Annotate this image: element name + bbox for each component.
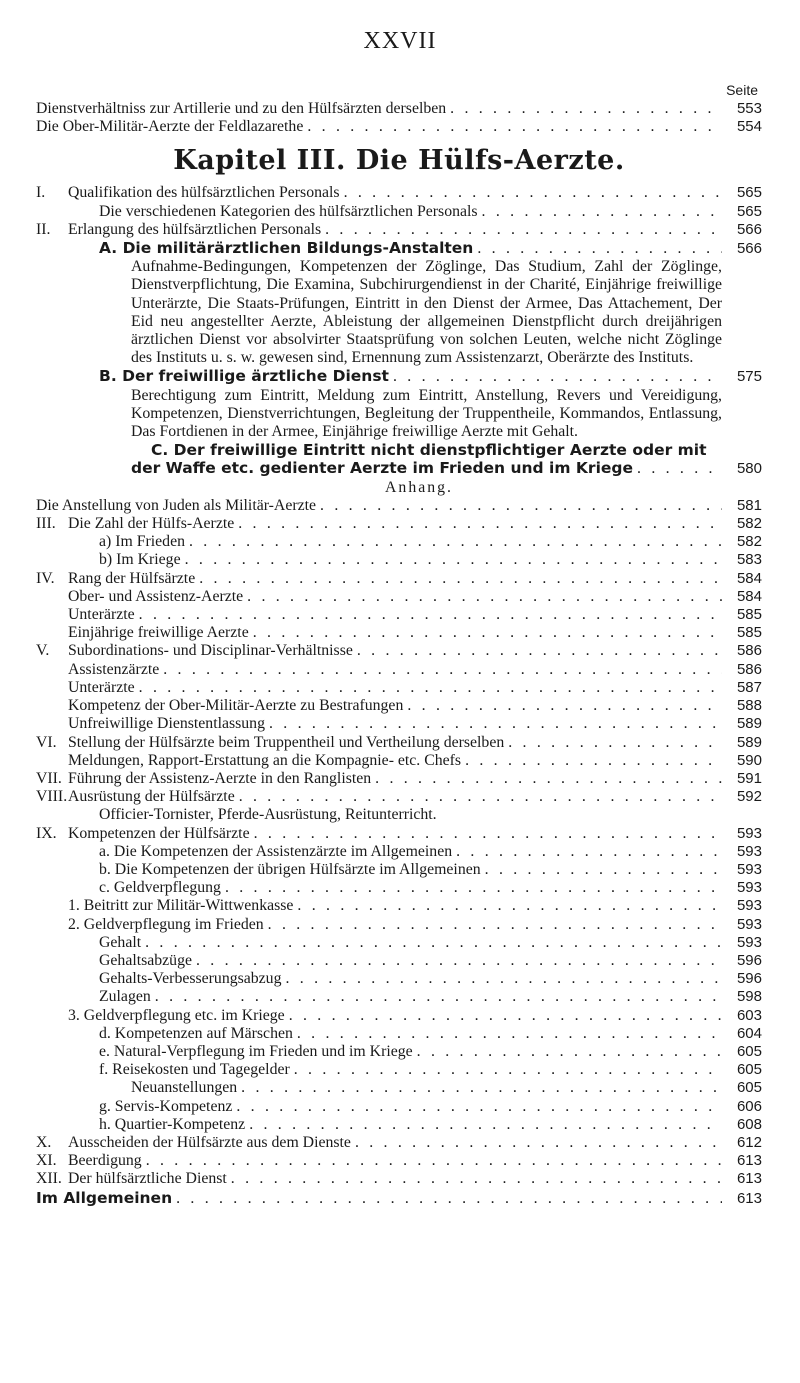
toc-entry-page: 566 [736, 240, 762, 258]
toc-entry-label: Ausscheiden der Hülfsärzte aus dem Dienste [68, 1133, 351, 1151]
toc-entry-label: Kompetenzen der Hülfsärzte [68, 824, 250, 842]
toc-entry [36, 533, 762, 551]
toc-entry-page: 583 [736, 551, 762, 569]
toc-entry-label: Im Allgemeinen [36, 1188, 173, 1207]
toc-entry-number: X. [36, 1133, 52, 1151]
toc-entry [36, 1189, 762, 1208]
toc-description: Aufnahme-Bedingungen, Kompetenzen der Zöglinge, Das Studium, Zahl der Zöglinge, Dienstverpflichtung, Die Examina, Subchirurgendienst in der Charité, Einjährige freiwillige Unterärzte, Die Staats-Prüfungen, Eintritt in den Dienst der Armee, Das Attachement, Der Eid neu angestellter Aerzte, Ableistung der allgemeinen Dienstpflicht durch dreijährigen ärztlichen Dienst vor absolvirter Staatsprüfung von solchen Leuten, welche nicht Zöglinge des Instituts u. s. w. gewesen sind, Ernennung zum Assistenzarzt, Oberärzte des Instituts. [131, 258, 722, 367]
toc-entry-page: 593 [736, 860, 762, 878]
toc-entry-page: 588 [736, 697, 762, 715]
toc-entry [36, 118, 762, 136]
toc-entry-number: V. [36, 642, 50, 660]
toc-entry [36, 752, 762, 770]
toc-entry-label: Officier-Tornister, Pferde-Ausrüstung, Reitunterricht. [99, 806, 437, 824]
toc-entry-label: B. Der freiwillige ärztliche Dienst [99, 367, 389, 386]
toc-entry-number: II. [36, 220, 51, 238]
toc-entry [36, 825, 762, 843]
toc-entry-page: 565 [736, 184, 762, 202]
toc-entry-page: 605 [736, 1042, 762, 1060]
toc-entry [36, 806, 762, 824]
toc-entry [36, 551, 762, 569]
toc-entry-page: 593 [736, 915, 762, 933]
toc-entry [36, 497, 762, 515]
toc-entry-page: 584 [736, 587, 762, 605]
toc-entry [36, 788, 762, 806]
toc-entry-page: 593 [736, 933, 762, 951]
toc-entry-number: XI. [36, 1152, 57, 1170]
toc-entry-page: 598 [736, 988, 762, 1006]
toc-entry-page: 593 [736, 842, 762, 860]
toc-entry-page: 589 [736, 715, 762, 733]
toc-entry-label: C. Der freiwillige Eintritt nicht dienstpflichtiger Aerzte oder mit [151, 441, 707, 460]
toc-entry [36, 970, 762, 988]
toc-entry [36, 861, 762, 879]
toc-entry-page: 604 [736, 1024, 762, 1042]
toc-entry-label: Ober- und Assistenz-Aerzte [68, 587, 244, 605]
toc-entry-label: Rang der Hülfsärzte [68, 569, 196, 587]
toc-entry-label: 3. Geldverpflegung etc. im Kriege [68, 1006, 285, 1024]
toc-entry-number: VII. [36, 769, 62, 787]
toc-entry-page: 603 [736, 1006, 762, 1024]
toc-entry [36, 184, 762, 202]
toc-entry [36, 1007, 762, 1025]
toc-entry-page: 565 [736, 202, 762, 220]
toc-entry-page: 582 [736, 533, 762, 551]
toc-entry-label: der Waffe etc. gedienter Aerzte im Frieden und im Kriege [131, 459, 634, 478]
toc-entry-page: 596 [736, 951, 762, 969]
toc-entry [36, 679, 762, 697]
toc-entry-label: c. Geldverpflegung [99, 879, 221, 897]
toc-entry [36, 879, 762, 897]
toc-entry-page: 606 [736, 1097, 762, 1115]
toc-entry [36, 734, 762, 752]
toc-entry-label: Die verschiedenen Kategorien des hülfsärztlichen Personals [99, 202, 478, 220]
toc-entry-page: 605 [736, 1061, 762, 1079]
toc-entry [36, 770, 762, 788]
toc-entry-label: h. Quartier-Kompetenz [99, 1115, 246, 1133]
toc-entry-page: 593 [736, 897, 762, 915]
toc-entry [36, 916, 762, 934]
toc-entry-label: Dienstverhältniss zur Artillerie und zu den Hülfsärzten derselben [36, 100, 447, 117]
toc-entry [36, 515, 762, 533]
toc-entry-page: 613 [736, 1152, 762, 1170]
toc-entry-label: Beerdigung [68, 1152, 142, 1170]
toc-entry-page: 613 [736, 1170, 762, 1188]
toc-entry [36, 934, 762, 952]
toc-entry-page: 580 [736, 460, 762, 478]
toc-entry-label: Der hülfsärztliche Dienst [68, 1170, 227, 1188]
toc-entry-page: 585 [736, 624, 762, 642]
toc-entry-page: 566 [736, 220, 762, 238]
toc-entry-number: I. [36, 184, 46, 202]
toc-entry [36, 642, 762, 660]
toc-entry [36, 715, 762, 733]
toc-entry-number: IX. [36, 824, 57, 842]
toc-entry [36, 897, 762, 915]
toc-entry [36, 1134, 762, 1152]
toc-entry-label: a. Die Kompetenzen der Assistenzärzte im Allgemeinen [99, 842, 453, 860]
toc-entry [36, 588, 762, 606]
toc-entry [36, 988, 762, 1006]
toc-entry [36, 459, 762, 478]
toc-entry-number: VI. [36, 733, 57, 751]
toc-entry-label: d. Kompetenzen auf Märschen [99, 1024, 293, 1042]
seite-label: Seite [726, 82, 758, 98]
toc-entry-label: b) Im Kriege [99, 551, 181, 569]
toc-entry [36, 441, 762, 459]
toc-entry-page: 589 [736, 733, 762, 751]
toc-entry-label: Qualifikation des hülfsärztlichen Personals [68, 184, 340, 202]
toc-entry [36, 367, 762, 386]
appendix-heading: Anhang. [385, 478, 453, 496]
toc-entry [36, 1061, 762, 1079]
toc-entry-page: 585 [736, 606, 762, 624]
toc-entry [36, 100, 762, 118]
toc-entry-label: Gehalt [99, 933, 142, 951]
toc-entry-label: Unfreiwillige Dienstentlassung [68, 715, 265, 733]
toc-entry-label: Assistenzärzte [68, 660, 160, 678]
toc-entry-label: Unterärzte [68, 678, 135, 696]
toc-entry-label: Einjährige freiwillige Aerzte [68, 624, 249, 642]
toc-entry-label: Subordinations- und Disciplinar-Verhältnisse [68, 642, 353, 660]
toc-entry [36, 697, 762, 715]
toc-entry-label: Die Anstellung von Juden als Militär-Aerzte [36, 496, 317, 514]
toc-entry-page: 587 [736, 678, 762, 696]
toc-entry [36, 221, 762, 239]
toc-entry-page: 613 [736, 1189, 762, 1207]
toc-entry-label: 1. Beitritt zur Militär-Wittwenkasse [68, 897, 294, 915]
toc-entry-label: Gehalts-Verbesserungsabzug [99, 970, 282, 988]
toc-entry-page: 592 [736, 788, 762, 806]
toc-entry-number: XII. [36, 1170, 62, 1188]
table-of-contents [36, 100, 762, 1208]
toc-entry-label: A. Die militärärztlichen Bildungs-Anstalten [99, 239, 474, 258]
toc-entry-page: 582 [736, 515, 762, 533]
toc-entry [36, 203, 762, 221]
toc-entry-page: 553 [736, 100, 762, 117]
toc-entry-label: Neuanstellungen [131, 1079, 238, 1097]
toc-entry [36, 239, 762, 258]
toc-entry [36, 1098, 762, 1116]
toc-entry-label: Stellung der Hülfsärzte beim Truppentheil und Vertheilung derselben [68, 733, 505, 751]
toc-entry-label: Ausrüstung der Hülfsärzte [68, 788, 235, 806]
toc-description: Berechtigung zum Eintritt, Meldung zum Eintritt, Anstellung, Revers und Vereidigung, Kompetenzen, Dienstverrichtungen, Begleitung der Truppentheile, Kommandos, Entlassung, Das Fortdienen in der Armee, Einjährige freiwillige Aerzte mit Gehalt. [131, 386, 722, 441]
toc-entry [36, 1025, 762, 1043]
toc-entry-label: 2. Geldverpflegung im Frieden [68, 915, 264, 933]
toc-entry [36, 1170, 762, 1188]
toc-entry-label: Die Ober-Militär-Aerzte der Feldlazarethe [36, 118, 304, 136]
toc-entry [36, 624, 762, 642]
toc-entry-label: Die Zahl der Hülfs-Aerzte [68, 515, 235, 533]
toc-entry-number: IV. [36, 569, 55, 587]
toc-entry-label: a) Im Frieden [99, 533, 185, 551]
toc-entry-label: Erlangung des hülfsärztlichen Personals [68, 220, 322, 238]
toc-entry-page: 593 [736, 879, 762, 897]
toc-entry [36, 606, 762, 624]
toc-entry-label: Führung der Assistenz-Aerzte in den Ranglisten [68, 769, 372, 787]
toc-entry-page: 612 [736, 1133, 762, 1151]
toc-entry [36, 1116, 762, 1134]
toc-entry [36, 1152, 762, 1170]
toc-entry-page: 554 [736, 118, 762, 136]
toc-entry-label: e. Natural-Verpflegung im Frieden und im Kriege [99, 1042, 413, 1060]
toc-entry-label: Kompetenz der Ober-Militär-Aerzte zu Bestrafungen [68, 697, 404, 715]
toc-entry-label: Zulagen [99, 988, 151, 1006]
toc-entry-page: 596 [736, 970, 762, 988]
toc-entry-number: VIII. [36, 788, 68, 806]
toc-entry-page: 584 [736, 569, 762, 587]
toc-entry-page: 591 [736, 769, 762, 787]
toc-entry [36, 570, 762, 588]
toc-entry-page: 590 [736, 751, 762, 769]
toc-entry-label: g. Servis-Kompetenz [99, 1097, 233, 1115]
toc-entry [36, 1043, 762, 1061]
toc-entry-page: 586 [736, 660, 762, 678]
toc-entry-label: f. Reisekosten und Tagegelder [99, 1061, 290, 1079]
toc-entry-page: 575 [736, 368, 762, 386]
toc-entry-label: Unterärzte [68, 606, 135, 624]
toc-entry-page: 586 [736, 642, 762, 660]
toc-entry-page: 605 [736, 1079, 762, 1097]
toc-entry [36, 843, 762, 861]
toc-entry-label: Gehaltsabzüge [99, 951, 192, 969]
page-number: XXVII [363, 28, 437, 54]
toc-entry-page: 581 [736, 496, 762, 514]
toc-entry-label: b. Die Kompetenzen der übrigen Hülfsärzte im Allgemeinen [99, 860, 481, 878]
toc-entry [36, 1079, 762, 1097]
chapter-title: Kapitel III. Die Hülfs-Aerzte. [173, 145, 625, 177]
toc-entry [36, 661, 762, 679]
toc-entry-page: 593 [736, 824, 762, 842]
toc-entry-page: 608 [736, 1115, 762, 1133]
toc-entry [36, 952, 762, 970]
toc-entry-label: Meldungen, Rapport-Erstattung an die Kompagnie- etc. Chefs [68, 751, 462, 769]
toc-entry-number: III. [36, 515, 56, 533]
